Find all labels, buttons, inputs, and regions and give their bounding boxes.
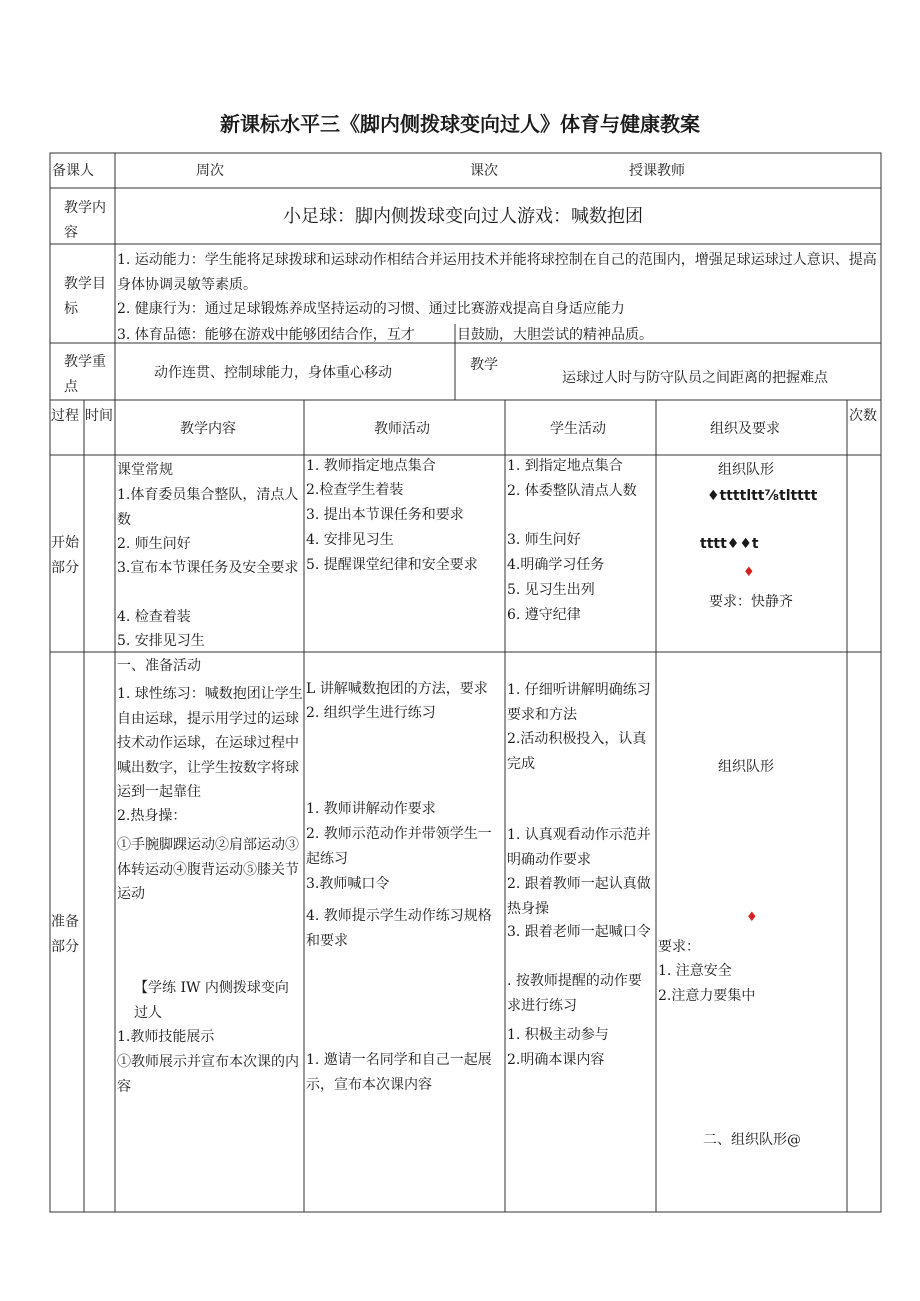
formation-row-1: ♦ttttltt⅞tltttt [707,488,818,504]
prep-student-line: 2.活动积极投入，认真完成 [507,731,647,772]
difficulty-value: 运球过人时与防守队员之间距离的把握难点 [562,370,828,386]
prep-org-title: 组织队形 [718,759,774,775]
start-teacher-line: 1. 教师指定地点集合 [306,458,436,474]
key-points-value: 动作连贯、控制球能力，身体重心移动 [154,365,392,381]
start-student-line: 3. 师生问好 [507,532,581,548]
prep-section-label: 准备部分 [51,914,79,955]
start-teacher-line: 4. 安排见习生 [306,532,394,548]
page-title: 新课标水平三《脚内侧拨球变向过人》体育与健康教案 [220,112,700,136]
prep-formation-marker-icon: ♦ [746,910,758,925]
prep-content-heading: 一、准备活动 [117,658,201,674]
prep-requirement-label: 要求： [658,939,700,955]
difficulty-label: 教学 [470,357,498,373]
start-content-line: 5. 安排见习生 [117,633,205,649]
prep-teacher-line: 2. 教师示范动作并带领学生一起练习 [306,826,492,867]
prep-student-line: 1. 仔细听讲解明确练习要求和方法 [507,682,651,723]
prep-student-line: . 按教师提醒的动作要求进行练习 [507,973,642,1014]
key-points-label: 教学重点 [64,354,106,395]
prep-content-demo-detail: ①教师展示并宣布本次课的内容 [117,1054,299,1095]
start-content-line: 课堂常规 [117,462,173,478]
objective-2: 2. 健康行为：通过足球锻炼养成坚持运动的习惯、通过比赛游戏提高自身适应能力 [117,301,625,317]
prep-content-warmup: 2.热身操： [117,808,187,824]
prep-student-line: 1. 积极主动参与 [507,1027,609,1043]
start-org-title: 组织队形 [718,462,774,478]
start-content-line: 2. 师生问好 [117,536,191,552]
prep-teacher-line: 2. 组织学生进行练习 [306,705,436,721]
objective-3a: 3. 体育品德：能够在游戏中能够团结合作，互才 [117,327,415,343]
prep-content-ball: 1. 球性练习：喊数抱团让学生自由运球，提示用学过的运球技术动作运球，在运球过程中喊出数字，让学生按数字将球运到一起靠住 [117,686,303,800]
start-teacher-line: 2.检查学生着装 [306,482,404,498]
start-student-line: 4.明确学习任务 [507,557,605,573]
prep-teacher-line: L 讲解喊数抱团的方法，要求 [306,681,488,697]
col-time: 时间 [85,408,113,424]
prep-content-demo: 1.教师技能展示 [117,1029,215,1045]
start-teacher-line: 5. 提醒课堂纪律和安全要求 [306,557,478,573]
formation-marker-icon: ♦ [743,565,755,580]
lesson-label: 课次 [470,163,498,179]
start-section-label: 开始部分 [51,535,79,576]
col-organization: 组织及要求 [710,421,780,437]
teacher-label: 授课教师 [629,163,685,179]
col-student: 学生活动 [550,421,606,437]
prep-org-title-2: 二、组织队形@ [703,1132,801,1148]
start-content-line: 3.宣布本节课任务及安全要求 [117,560,299,576]
formation-row-2: tttt♦♦t [700,536,759,552]
preparer-label: 备课人 [52,163,94,179]
start-student-line: 6. 遵守纪律 [507,607,581,623]
start-student-line: 1. 到指定地点集合 [507,458,623,474]
start-content-line: 4. 检查着装 [117,609,191,625]
week-label: 周次 [196,163,224,179]
col-times: 次数 [849,408,877,424]
prep-content-learn: 【学练 IW 内侧拨球变向过人 [134,980,289,1021]
objectives-label: 教学目标 [64,276,106,317]
content-label: 教学内容 [64,200,106,241]
prep-requirement-item: 1. 注意安全 [658,963,732,979]
prep-student-line: 1. 认真观看动作示范并明确动作要求 [507,827,651,868]
start-teacher-line: 3. 提出本节课任务和要求 [306,507,464,523]
col-content: 教学内容 [180,421,236,437]
col-teacher: 教师活动 [374,421,430,437]
prep-teacher-line: 4. 教师提示学生动作练习规格和要求 [306,908,492,949]
prep-student-line: 2. 跟着教师一起认真做热身操 [507,876,651,917]
prep-teacher-line: 1. 邀请一名同学和自己一起展示，宣布本次课内容 [306,1052,492,1093]
start-student-line: 2. 体委整队清点人数 [507,483,637,499]
prep-student-line: 3. 跟着老师一起喊口令 [507,924,651,940]
col-process: 过程 [51,408,79,424]
prep-teacher-line: 3.教师喊口令 [306,876,390,892]
start-student-line: 5. 见习生出列 [507,582,595,598]
start-requirement: 要求：快静齐 [709,594,793,610]
objective-3b: 目鼓励，大胆尝试的精神品质。 [457,327,653,343]
content-value: 小足球：脚内侧拨球变向过人游戏：喊数抱团 [283,206,643,227]
prep-requirement-item: 2.注意力要集中 [658,988,756,1004]
start-content-line: 1.体育委员集合整队，清点人数 [117,487,299,528]
prep-content-warmup-detail: ①手腕脚踝运动②肩部运动③体转运动④腹背运动⑤膝关节运动 [117,837,299,902]
prep-teacher-line: 1. 教师讲解动作要求 [306,801,436,817]
prep-student-line: 2.明确本课内容 [507,1052,605,1068]
objective-1: 1. 运动能力：学生能将足球拨球和运球动作相结合并运用技术并能将球控制在自己的范围内，增强足球运球过人意识、提高身体协调灵敏等素质。 [117,252,877,293]
